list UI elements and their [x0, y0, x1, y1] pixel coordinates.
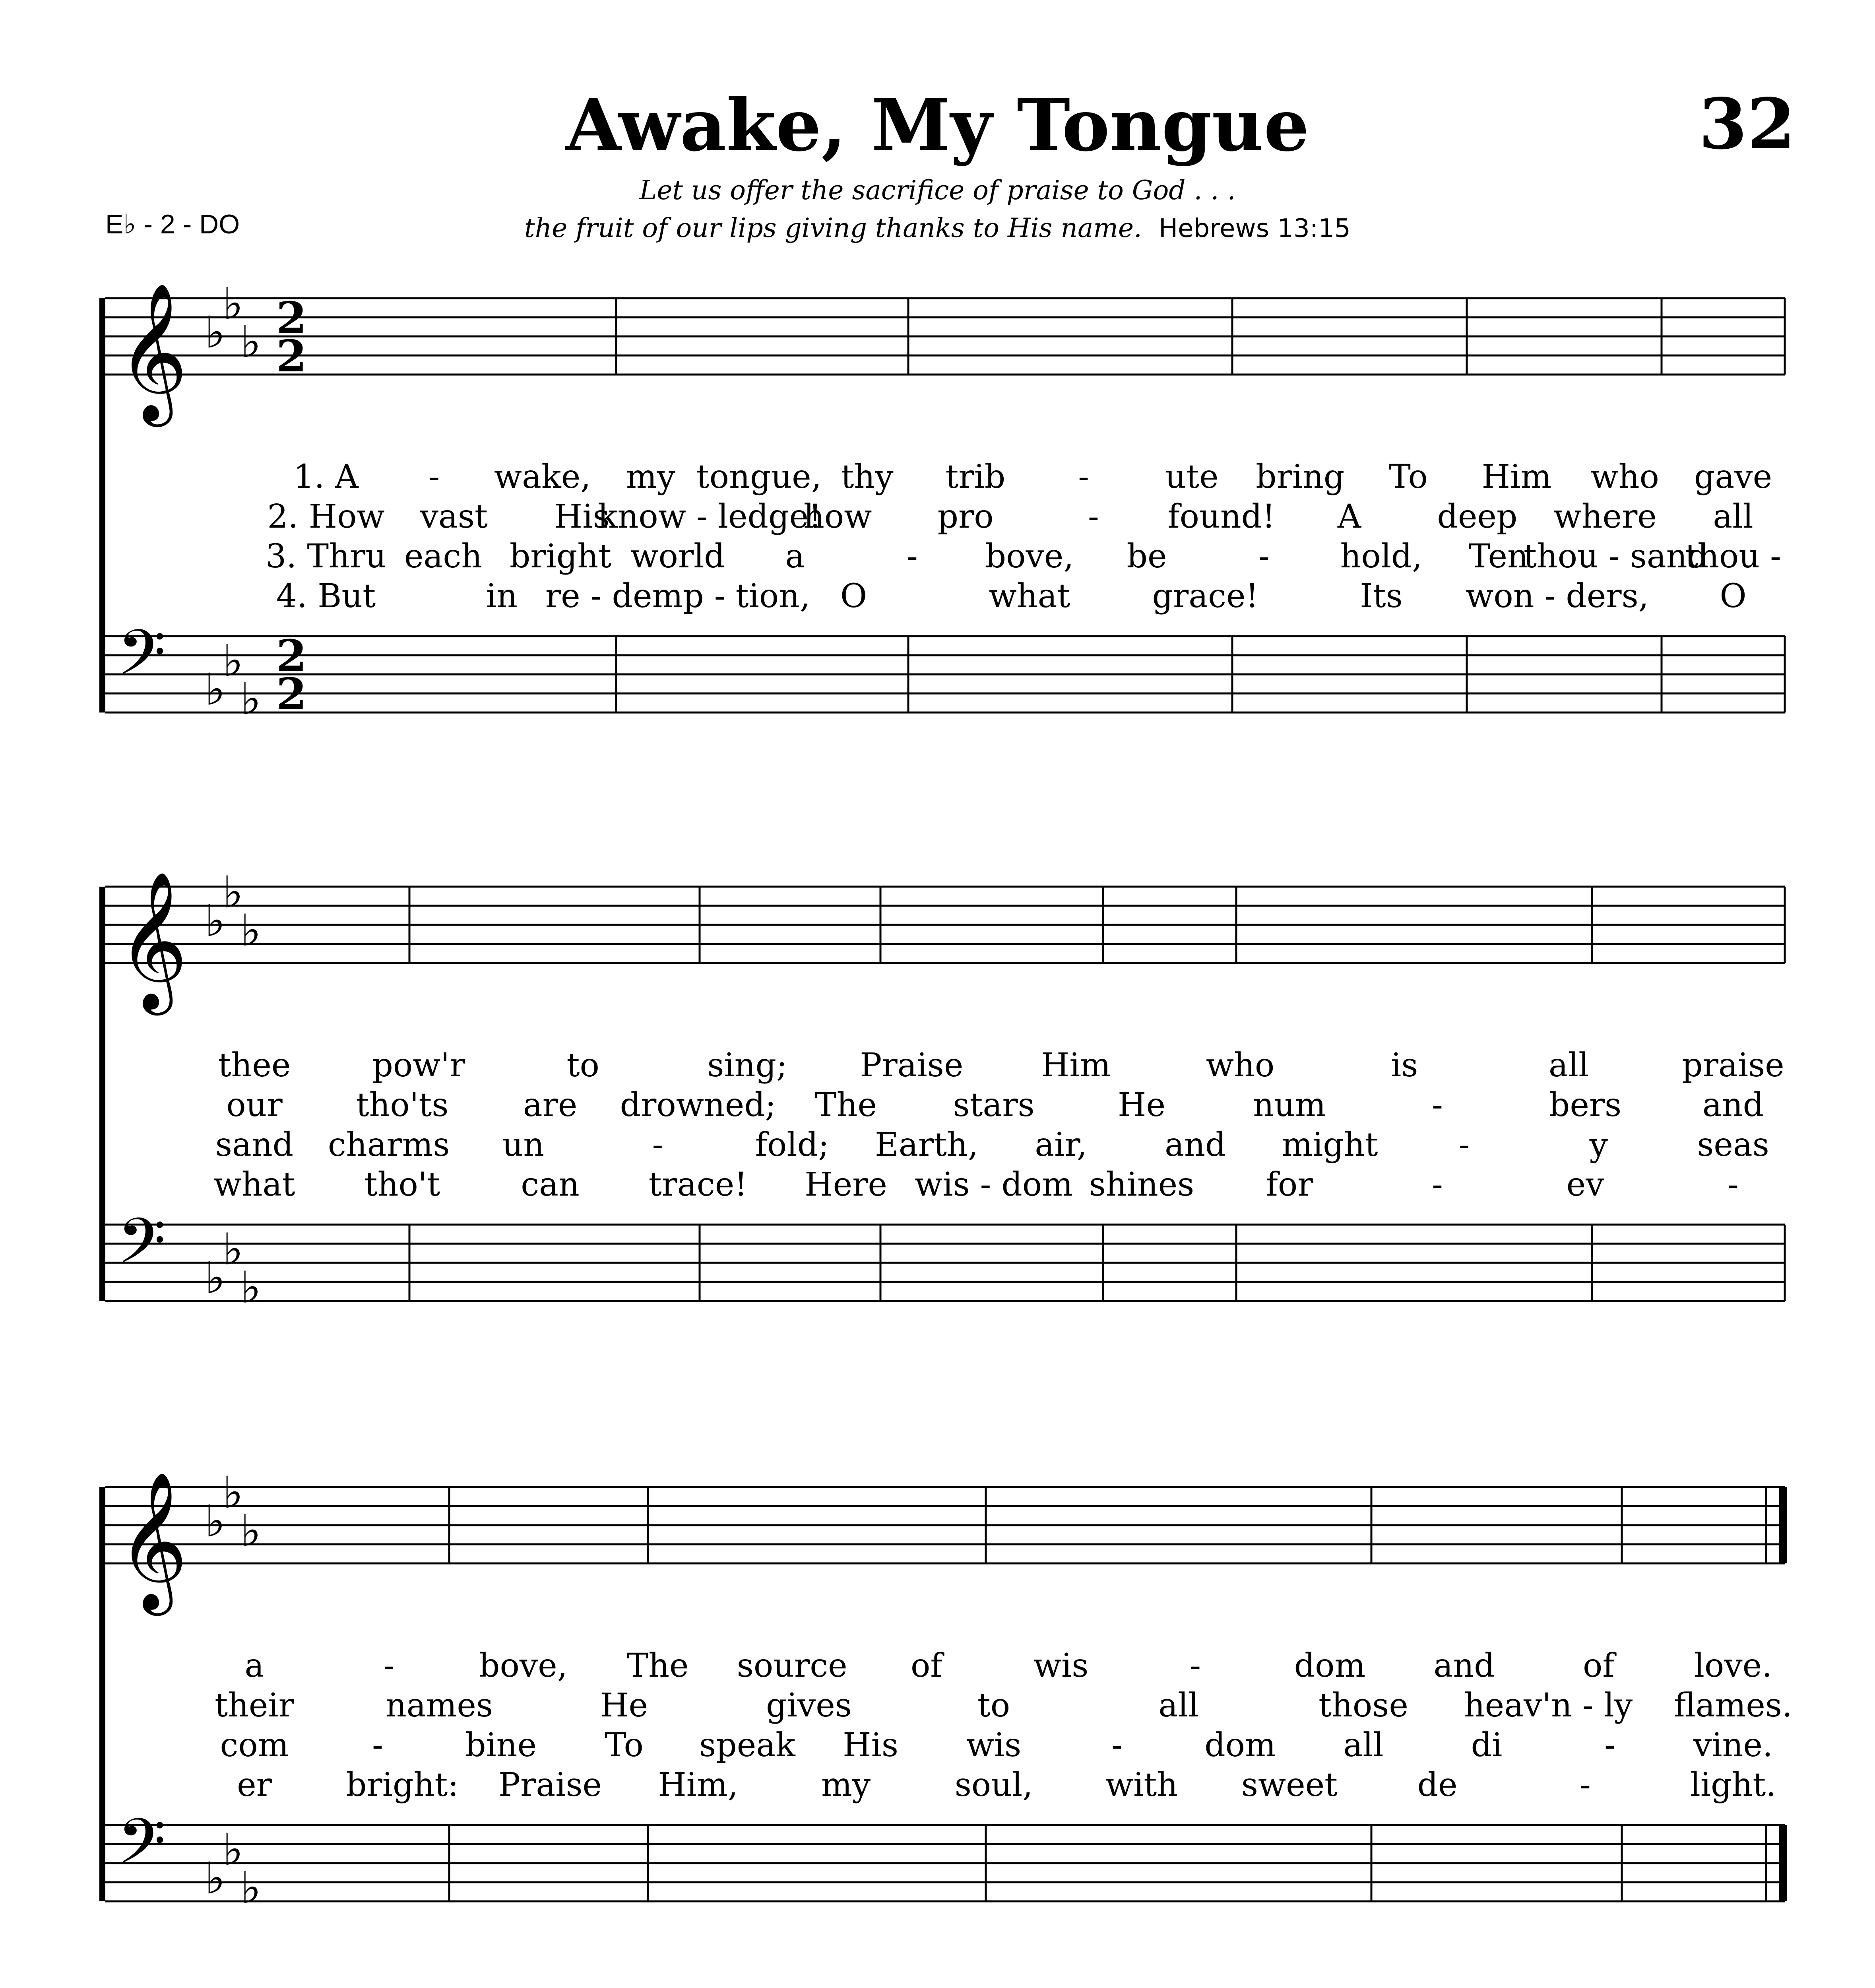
- lyric-syllable: a: [785, 538, 805, 575]
- lyric-syllable: each: [404, 538, 483, 575]
- flat-sign-icon: ♭: [205, 307, 225, 358]
- lyric-syllable: dom: [1294, 1647, 1366, 1685]
- lyric-syllable: and: [1433, 1647, 1495, 1685]
- flat-sign-icon: ♭: [205, 1496, 225, 1547]
- lyric-syllable: er: [237, 1766, 272, 1804]
- lyric-syllable: gives: [766, 1687, 852, 1724]
- lyric-syllable: can: [521, 1166, 580, 1204]
- lyric-syllable: my: [626, 458, 675, 496]
- lyric-syllable: who: [1206, 1046, 1275, 1084]
- lyric-syllable: drowned;: [620, 1086, 776, 1124]
- lyric-syllable: Him: [1481, 458, 1552, 496]
- verse-line-2: [0, 1085, 1875, 1125]
- flat-sign-icon: ♭: [205, 1853, 225, 1904]
- key-signature-label: E♭ - 2 - DO: [105, 209, 240, 239]
- lyric-syllable: He: [1117, 1086, 1166, 1124]
- lyric-syllable: dom: [1204, 1726, 1276, 1764]
- verse-line-4: [0, 1165, 1875, 1205]
- lyric-syllable: with: [1105, 1766, 1178, 1804]
- lyric-syllable: a: [244, 1647, 264, 1685]
- lyric-syllable: source: [737, 1647, 847, 1685]
- lyric-syllable: sweet: [1241, 1766, 1338, 1804]
- lyric-syllable: where: [1553, 498, 1657, 536]
- lyric-syllable: -: [429, 458, 440, 496]
- lyric-syllable: grace!: [1152, 577, 1259, 615]
- lyric-syllable: those: [1319, 1687, 1408, 1724]
- final-barline: [1779, 1825, 1787, 1901]
- lyric-syllable: sing;: [707, 1046, 787, 1084]
- lyric-syllable: and: [1702, 1086, 1764, 1124]
- lyric-syllable: To: [1389, 458, 1428, 496]
- lyric-syllable: Its: [1360, 577, 1403, 615]
- flat-sign-icon: ♭: [240, 1505, 261, 1556]
- lyric-syllable: 2. How: [267, 498, 385, 536]
- lyric-syllable: flames.: [1673, 1687, 1793, 1724]
- treble-clef-icon: 𝄞: [117, 870, 188, 1009]
- epigraph-line-1: Let us offer the sacrifice of praise to God . . .: [639, 175, 1236, 206]
- lyric-syllable: un: [502, 1126, 545, 1164]
- epigraph-text: the fruit of our lips giving thanks to His name.: [524, 213, 1142, 243]
- lyric-syllable: com: [220, 1726, 289, 1764]
- verse-line-4: [0, 577, 1875, 616]
- lyric-syllable: -: [383, 1647, 395, 1685]
- hymn-title: Awake, My Tongue: [566, 83, 1309, 167]
- flat-sign-icon: ♭: [223, 1467, 243, 1518]
- lyric-syllable: bove,: [985, 538, 1074, 575]
- time-signature-digit: 2: [276, 668, 307, 720]
- bass-clef-icon: 𝄢: [117, 616, 166, 704]
- flat-sign-icon: ♭: [205, 895, 225, 946]
- lyric-syllable: won - ders,: [1466, 577, 1649, 615]
- music-system-1: [0, 258, 1875, 835]
- lyric-syllable: world: [630, 538, 725, 575]
- verse-line-3: [0, 1726, 1875, 1765]
- lyric-syllable: sand: [215, 1126, 294, 1164]
- lyric-syllable: gave: [1694, 458, 1772, 496]
- lyric-syllable: -: [907, 538, 918, 575]
- lyric-syllable: de: [1417, 1766, 1458, 1804]
- lyric-syllable: to: [977, 1687, 1010, 1724]
- epigraph-line-2: [0, 213, 1875, 243]
- lyric-syllable: Him: [1041, 1046, 1111, 1084]
- lyric-syllable: wis: [1033, 1647, 1089, 1685]
- lyric-syllable: Praise: [498, 1766, 602, 1804]
- lyric-syllable: in: [486, 577, 518, 615]
- lyric-syllable: 1. A: [293, 458, 359, 496]
- lyric-syllable: -: [1078, 458, 1089, 496]
- scripture-reference: Hebrews 13:15: [1158, 214, 1351, 243]
- time-signature-digit: 2: [276, 630, 307, 681]
- lyric-syllable: -: [1088, 498, 1099, 536]
- lyric-syllable: -: [1432, 1086, 1443, 1124]
- final-barline: [1779, 1487, 1787, 1563]
- lyric-syllable: heav'n - ly: [1464, 1687, 1633, 1724]
- lyric-syllable: found!: [1167, 498, 1276, 536]
- lyric-syllable: deep: [1437, 498, 1518, 536]
- lyric-syllable: The: [814, 1086, 877, 1124]
- flat-sign-icon: ♭: [205, 664, 225, 715]
- lyric-syllable: for: [1266, 1166, 1313, 1204]
- lyric-syllable: To: [605, 1726, 644, 1764]
- lyric-syllable: -: [1258, 538, 1270, 575]
- lyric-syllable: and: [1165, 1126, 1226, 1164]
- lyric-syllable: trace!: [648, 1166, 748, 1204]
- lyric-syllable: hold,: [1340, 538, 1423, 575]
- lyric-syllable: all: [1713, 498, 1753, 536]
- lyric-syllable: be: [1127, 538, 1167, 575]
- lyric-syllable: -: [1580, 1766, 1591, 1804]
- verse-line-4: [0, 1765, 1875, 1805]
- lyric-syllable: of: [911, 1647, 942, 1685]
- lyric-syllable: -: [652, 1126, 663, 1164]
- flat-sign-icon: ♭: [240, 674, 261, 724]
- final-barline: [1765, 1825, 1767, 1901]
- flat-sign-icon: ♭: [205, 1252, 225, 1303]
- time-signature-digit: 2: [276, 330, 307, 382]
- verse-line-2: [0, 1686, 1875, 1726]
- lyric-syllable: our: [226, 1086, 283, 1124]
- lyric-syllable: what: [213, 1166, 295, 1204]
- verse-line-1: [0, 457, 1875, 497]
- lyric-syllable: tho't: [364, 1166, 440, 1204]
- lyric-syllable: wis: [966, 1726, 1022, 1764]
- music-system-3: [0, 1447, 1875, 1988]
- lyric-syllable: Here: [805, 1166, 887, 1204]
- verse-line-2: [0, 497, 1875, 537]
- lyric-syllable: seas: [1697, 1126, 1769, 1164]
- lyric-syllable: tho'ts: [356, 1086, 449, 1124]
- hymn-number: 32: [1699, 83, 1796, 165]
- lyric-syllable: 3. Thru: [266, 538, 386, 575]
- flat-sign-icon: ♭: [240, 905, 261, 956]
- lyric-syllable: di: [1471, 1726, 1503, 1764]
- lyric-syllable: pow'r: [372, 1046, 465, 1084]
- lyric-syllable: know - ledge!: [597, 498, 822, 536]
- lyric-syllable: He: [600, 1687, 648, 1724]
- lyric-syllable: O: [1720, 577, 1747, 615]
- lyric-syllable: num: [1253, 1086, 1326, 1124]
- lyric-syllable: shines: [1089, 1166, 1194, 1204]
- lyric-syllable: stars: [953, 1086, 1035, 1124]
- lyric-syllable: bright:: [346, 1766, 459, 1804]
- lyric-syllable: vine.: [1693, 1726, 1773, 1764]
- flat-sign-icon: ♭: [240, 316, 261, 367]
- lyric-syllable: bove,: [479, 1647, 568, 1685]
- lyric-syllable: -: [1604, 1726, 1615, 1764]
- lyric-syllable: pro: [937, 498, 994, 536]
- lyric-syllable: -: [1432, 1166, 1443, 1204]
- lyric-syllable: Earth,: [875, 1126, 978, 1164]
- lyric-syllable: Him,: [658, 1766, 738, 1804]
- lyric-syllable: names: [385, 1687, 493, 1724]
- lyric-syllable: who: [1590, 458, 1659, 496]
- music-system-2: [0, 847, 1875, 1423]
- lyric-syllable: all: [1548, 1046, 1589, 1084]
- lyric-syllable: how: [803, 498, 872, 536]
- lyric-syllable: charms: [328, 1126, 450, 1164]
- lyric-syllable: might: [1282, 1126, 1378, 1164]
- lyric-syllable: light.: [1690, 1766, 1776, 1804]
- lyric-syllable: soul,: [954, 1766, 1033, 1804]
- lyric-syllable: speak: [699, 1726, 795, 1764]
- lyric-syllable: -: [372, 1726, 383, 1764]
- lyric-syllable: re - demp - tion,: [545, 577, 810, 615]
- lyric-syllable: The: [626, 1647, 689, 1685]
- lyric-syllable: love.: [1694, 1647, 1772, 1685]
- lyric-syllable: -: [1190, 1647, 1201, 1685]
- lyric-syllable: all: [1158, 1687, 1199, 1724]
- lyric-syllable: O: [840, 577, 867, 615]
- lyric-syllable: their: [215, 1687, 294, 1724]
- lyric-syllable: A: [1337, 498, 1361, 536]
- bass-clef-icon: 𝄢: [117, 1205, 166, 1293]
- lyric-syllable: thou -: [1685, 538, 1781, 575]
- lyric-syllable: Ten: [1469, 538, 1528, 575]
- treble-clef-icon: 𝄞: [117, 282, 188, 421]
- lyric-syllable: of: [1582, 1647, 1615, 1685]
- lyric-syllable: bers: [1549, 1086, 1622, 1124]
- lyric-syllable: y: [1589, 1126, 1608, 1164]
- time-signature-digit: 2: [276, 292, 307, 344]
- lyric-syllable: tongue,: [696, 458, 822, 496]
- lyric-syllable: wake,: [494, 458, 591, 496]
- lyric-syllable: -: [1111, 1726, 1123, 1764]
- lyric-syllable: thou - sand: [1523, 538, 1708, 575]
- lyric-syllable: ev: [1566, 1166, 1604, 1204]
- verse-line-1: [0, 1646, 1875, 1686]
- lyric-syllable: thy: [841, 458, 894, 496]
- lyric-syllable: trib: [945, 458, 1006, 496]
- lyric-syllable: bright: [509, 538, 612, 575]
- lyric-syllable: are: [523, 1086, 578, 1124]
- lyric-syllable: bring: [1256, 458, 1345, 496]
- bass-clef-icon: 𝄢: [117, 1805, 166, 1893]
- flat-sign-icon: ♭: [223, 278, 243, 329]
- lyric-syllable: thee: [218, 1046, 291, 1084]
- lyric-syllable: His: [843, 1726, 898, 1764]
- lyric-syllable: is: [1391, 1046, 1418, 1084]
- verse-line-3: [0, 537, 1875, 577]
- lyric-syllable: fold;: [755, 1126, 829, 1164]
- treble-clef-icon: 𝄞: [117, 1471, 188, 1609]
- lyric-syllable: to: [566, 1046, 599, 1084]
- lyric-syllable: -: [1458, 1126, 1470, 1164]
- verse-line-1: [0, 1046, 1875, 1085]
- lyric-syllable: vast: [420, 498, 488, 536]
- lyric-syllable: 4. But: [276, 577, 376, 615]
- final-barline: [1765, 1487, 1767, 1563]
- lyric-syllable: His: [554, 498, 610, 536]
- flat-sign-icon: ♭: [223, 635, 243, 686]
- verse-line-3: [0, 1125, 1875, 1165]
- lyric-syllable: all: [1343, 1726, 1384, 1764]
- flat-sign-icon: ♭: [240, 1262, 261, 1313]
- lyric-syllable: ute: [1165, 458, 1219, 496]
- flat-sign-icon: ♭: [223, 867, 243, 918]
- lyric-syllable: my: [821, 1766, 871, 1804]
- flat-sign-icon: ♭: [223, 1824, 243, 1875]
- lyric-syllable: Praise: [860, 1046, 964, 1084]
- flat-sign-icon: ♭: [240, 1862, 261, 1913]
- lyric-syllable: -: [1728, 1166, 1739, 1204]
- lyric-syllable: air,: [1035, 1126, 1087, 1164]
- lyric-syllable: bine: [465, 1726, 537, 1764]
- lyric-syllable: praise: [1682, 1046, 1784, 1084]
- flat-sign-icon: ♭: [223, 1224, 243, 1275]
- lyric-syllable: what: [989, 577, 1070, 615]
- lyric-syllable: wis - dom: [915, 1166, 1073, 1204]
